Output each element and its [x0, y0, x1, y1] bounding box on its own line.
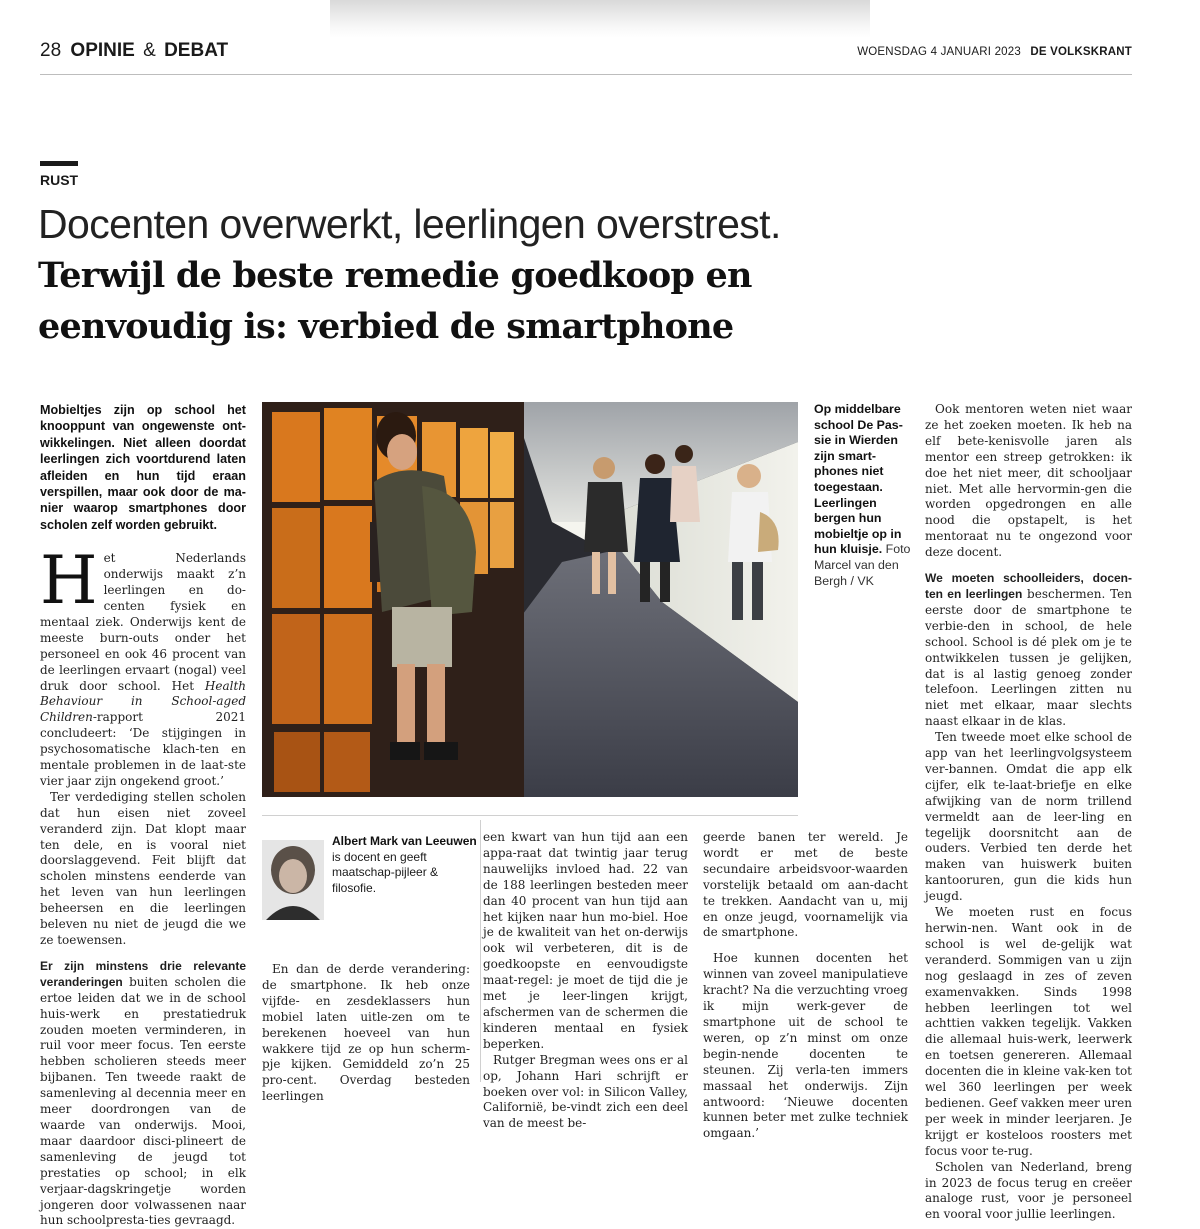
- subhead-inline: Er zijn minstens drie relevante veranderingen: [40, 958, 246, 989]
- author-portrait-image: [262, 840, 324, 920]
- body-text: et Nederlands onderwijs maakt z’n leerlingen en do-centen fysiek en mentaal ziek. Onderwijs kent de meeste burn-outs onder het personeel en ook 46 procent van de leerlingen ervaart (nogal) veel druk door school. Het: [40, 551, 246, 693]
- report-title: Health Behaviour in School-aged Children: [40, 678, 246, 725]
- kicker-bar: [40, 161, 78, 166]
- article-photo: [262, 402, 798, 797]
- column-5: [925, 402, 1132, 1223]
- body-paragraph: een kwart van hun tijd aan een appa-raat dat twintig jaar terug nauwelijks invloed had. 22 van de 188 leerlingen besteden meer dan 40 procent van hun tijd aan het kijken naar hun mo-biel. Hoe je de kwaliteit van het on-derwijs ook wil verbeteren, dit is de goedkoopste en eenvoudigste maat-regel: je moet de tijd die je met je leer-lingen krijgt, afschermen van de schermen die kinderen mentaal en fysiek beperken.: [483, 830, 688, 1051]
- lead-paragraph: Mobieltjes zijn op school het knooppunt van ongewenste ont-wikkelingen. Niet alleen doordat leerlingen zich voortdurend laten afleiden en hun tijd eraan verspillen, maar ook door de ma-nier waarop smartphones door scholen zelf worden gebruikt.: [40, 403, 246, 532]
- scan-shadow: [330, 0, 870, 38]
- dropcap-paragraph: [40, 542, 246, 790]
- column-3: [483, 830, 688, 1132]
- author-portrait: [262, 840, 324, 920]
- edition-info: [857, 46, 1132, 58]
- section-name-part1: OPINIE: [70, 40, 135, 61]
- body-paragraph: [925, 571, 1132, 730]
- body-paragraph: En dan de derde verandering: de smartphone. Ik heb onze vijfde- en zesdeklassers hun mobiel laten uitle-zen om te berekenen hoeveel van hun wakkere tijd ze op hun scherm-pje kijken. Gemiddeld zo’n 25 pro-cent. Overdag besteden leerlingen: [262, 962, 470, 1104]
- body-paragraph: Ook mentoren weten niet waar ze het zoeken moeten. Ik heb na elf bete-kenisvolle jaren als mentor een streep getrokken: ik doe het niet meer, dit schooljaar niet. Met alle hervormin-gen die worden opgedrongen en alle nood die opstapelt, is het mentoraat nu te ongezond voor deze docent.: [925, 402, 1132, 560]
- body-paragraph: Scholen van Nederland, breng in 2023 de focus terug en creëer analoge rust, voor je personeel en vooral voor jullie leerlingen.: [925, 1159, 1132, 1222]
- section-title: [40, 40, 228, 62]
- section-ampersand: &: [143, 40, 156, 61]
- body-paragraph: Rutger Bregman wees ons er al op, Johann Hari schrijft er boeken over vol: in Silicon Valley, Californië, be-vindt zich een deel van de meest be-: [483, 1052, 688, 1131]
- headline-light: Docenten overwerkt, leerlingen overstrest.: [38, 201, 781, 247]
- author-box: [262, 834, 482, 924]
- publication-date: WOENSDAG 4 JANUARI 2023: [857, 46, 1021, 58]
- body-paragraph: geerde banen ter wereld. Je wordt er met de beste secundaire arbeidsvoor-waarden vorstelijk betaald om aan-dacht te trekken. Aandacht van u, mij en onze jeugd, voornamelijk via de smartphone.: [703, 830, 908, 940]
- body-paragraph: Hoe kunnen docenten het winnen van zoveel manipulatieve kracht? Na die verzuchting vroeg ik mijn werk-gever de smartphone uit de school te weren, op z’n minst om onze begin-nende docenten te steunen. Zij verla-ten immers massaal het onderwijs. Zijn antwoord: ‘Nieuwe docenten kunnen beter met zulke techniek omgaan.’: [703, 951, 908, 1141]
- column-divider: [480, 820, 481, 1082]
- author-name: Albert Mark van Leeuwen: [332, 834, 477, 848]
- column-4: [703, 830, 908, 1142]
- column-2: [262, 962, 470, 1105]
- section-name-part2: DEBAT: [164, 40, 229, 61]
- body-paragraph: [40, 959, 246, 1229]
- page-number: 28: [40, 40, 62, 61]
- body-paragraph: Ter verdediging stellen scholen dat hun eisen niet zoveel veranderd zijn. Dat klopt maar ten dele, en is vooral niet doorslaggevend. Feit blijft dat scholen minstens eenderde van het leven van hun leerlingen beheersen en die leerlingen beleven nu niet de jeugd die we ze toewensen.: [40, 789, 246, 947]
- subhead-inline: We moeten schoolleiders, docen-ten en leerlingen: [925, 571, 1132, 601]
- body-paragraph: Ten tweede moet elke school de app van het leerlingvolgsysteem ver-bannen. Omdat die app elk cijfer, elk te-laat-briefje en elke afwijking van de norm trillend vermeldt aan de leer-ling en tegelijk doorsnitcht aan de ouders. Verbied ten derde het maken van huiswerk buiten kantooruren, gun die kids hun jeugd.: [925, 730, 1132, 904]
- body-paragraph: We moeten rust en focus herwin-nen. Want ook in de school is wel de-gelijk wat veranderd. Sommigen van u zijn nog geslaagd in zes of zeven examenvakken. Sinds 1998 hebben leerlingen tot wel achttien vakken tegelijk. Vakken die allemaal huis-werk, leerwerk en toetsen genereren. Allemaal docenten die in kleine vak-ken tot wel 360 leerlingen per week bedienen. Geef vakken meer uren per week in minder leerjaren. Je krijgt er kosteloos roosters met focus voor te-rug.: [925, 905, 1132, 1158]
- photo-caption: [814, 402, 914, 589]
- caption-text: Op middelbare school De Pas-sie in Wierden zijn smart-phones niet toegestaan. Leerlingen bergen hun mobieltje op in hun kluisje.: [814, 402, 903, 557]
- author-description: is docent en geeft maatschap-pijleer & filosofie.: [332, 849, 439, 895]
- newspaper-brand: DE VOLKSKRANT: [1030, 46, 1132, 58]
- headline-bold-line1: Terwijl de beste remedie goedkoop en: [38, 255, 752, 296]
- author-bio: [332, 834, 482, 896]
- dropcap-letter: H: [40, 542, 98, 620]
- body-text: beschermen. Ten eerste door de smartphone te verbie-den in school, de hele school. School is dé plek om je te ontwikkelen tussen je gelijken, dat is al lastig genoeg zonder telefoon. Leerlingen zitten nu niet met elkaar, maar slechts naast elkaar in de klas.: [925, 586, 1132, 729]
- body-text: buiten scholen die ertoe leiden dat we in de school huis-werk en prestatiedruk zouden moeten verminderen, in ruil voor meer focus. Ten eerste hebben scholieren steeds meer bijbanen. Ten tweede raakt de samenleving al decennia meer en meer doordrongen van de waarde van onderwijs. Mooi, maar daardoor disci-plineert de samenleving de jeugd tot prestaties op school; in elk verjaar-dagskringetje worden jongeren door volwassenen naar hun schoolpresta-ties gevraagd.: [40, 974, 246, 1228]
- photo-bottom-rule: [262, 815, 798, 816]
- headline-bold-line2: eenvoudig is: verbied de smartphone: [38, 306, 734, 347]
- kicker: RUST: [40, 172, 79, 188]
- header-rule: [40, 74, 1132, 75]
- photo-credit: Foto Marcel van den Bergh / VK: [814, 542, 911, 588]
- column-1: [40, 402, 246, 1229]
- hallway-lockers-photo: [262, 402, 798, 797]
- body-text: -rapport 2021 concludeert: ‘De stijgingen in psychosomatische klach-ten en mentale problemen in de laat-ste vier jaar zijn ongekend groot.’: [40, 710, 246, 788]
- page-header: [40, 40, 1132, 66]
